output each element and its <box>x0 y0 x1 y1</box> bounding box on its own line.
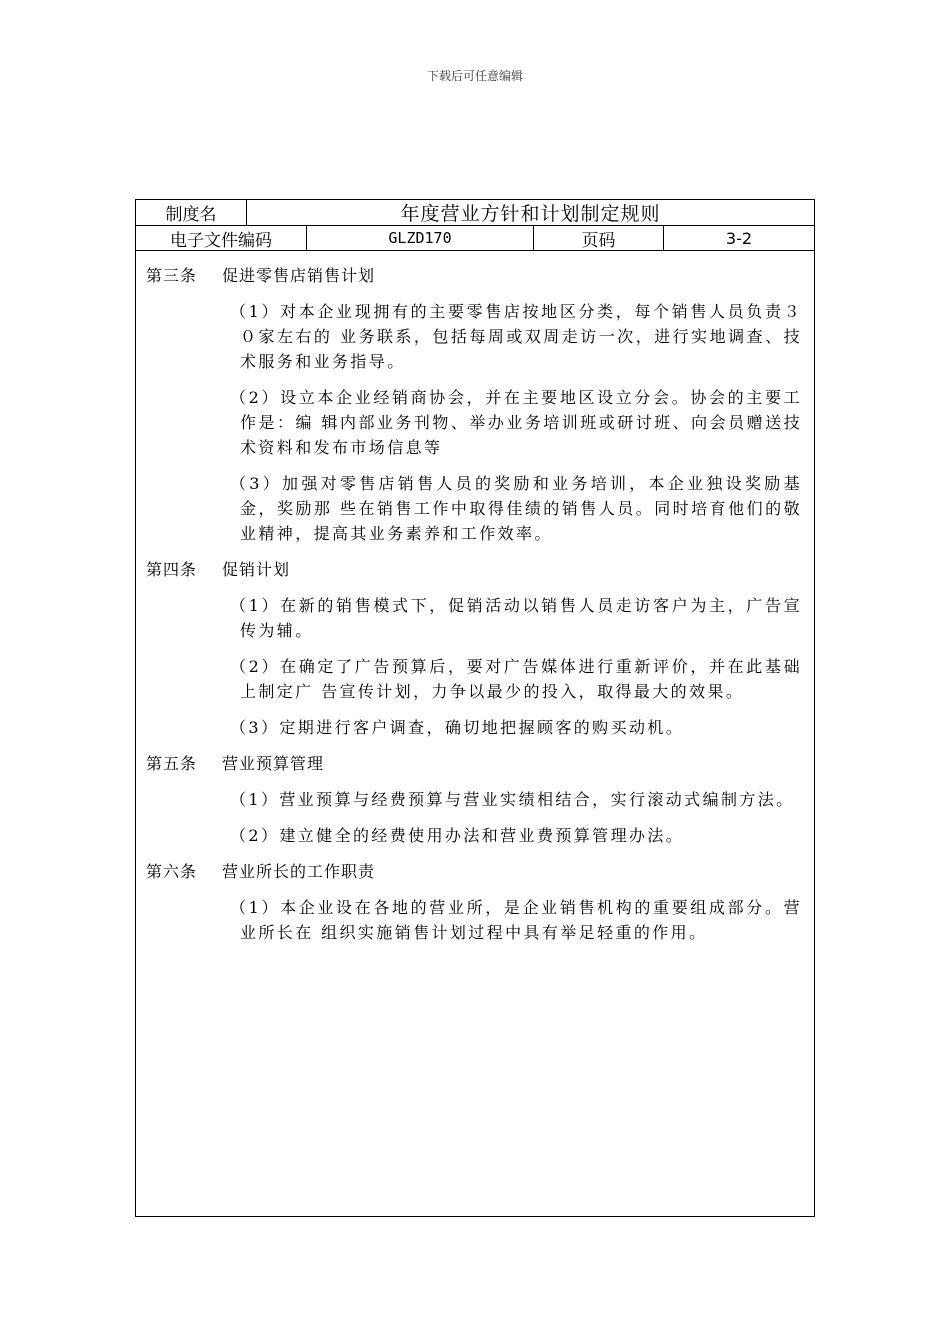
article-number: 第四条 <box>146 560 198 579</box>
article-title: 促销计划 <box>222 560 291 579</box>
article-item: （2）设立本企业经销商协会，并在主要地区设立分会。协会的主要工作是：编 辑内部业务刊物、举办业务培训班或研讨班、向会员赠送技术资料和发布市场信息等 <box>230 388 802 457</box>
page-number-value: 3-2 <box>663 226 814 250</box>
file-code-value: GLZD170 <box>306 226 533 250</box>
page-header-note: 下载后可任意编辑 <box>426 69 523 83</box>
title-row <box>136 200 814 226</box>
file-code-label: 电子文件编码 <box>170 230 272 251</box>
article-title: 营业所长的工作职责 <box>222 862 376 881</box>
article-heading <box>146 557 802 582</box>
article-title: 营业预算管理 <box>222 754 325 773</box>
article-heading <box>146 859 802 884</box>
article-item: （2）在确定了广告预算后，要对广告媒体进行重新评价，并在此基础上制定广 告宣传计划，力争以最少的投入，取得最大的效果。 <box>230 657 802 701</box>
regulation-document <box>135 199 815 1217</box>
article-item: （3）定期进行客户调查，确切地把握顾客的购买动机。 <box>230 718 685 737</box>
article-item: （1）在新的销售模式下，促销活动以销售人员走访客户为主，广告宣传为辅。 <box>230 596 802 640</box>
article-number: 第五条 <box>146 754 198 773</box>
page-number-label: 页码 <box>533 226 663 250</box>
article-heading <box>146 263 802 288</box>
article-title: 促进零售店销售计划 <box>222 266 376 285</box>
article-number: 第三条 <box>146 266 198 285</box>
regulation-name-value: 年度营业方针和计划制定规则 <box>246 200 814 225</box>
article-number: 第六条 <box>146 862 198 881</box>
article-item: （3）加强对零售店销售人员的奖励和业务培训，本企业独设奖励基金，奖励那 些在销售工作中取得佳绩的销售人员。同时培育他们的敬业精神，提高其业务素养和工作效率。 <box>230 474 802 543</box>
article-item: （1）本企业设在各地的营业所，是企业销售机构的重要组成部分。营业所长在 组织实施销售计划过程中具有举足轻重的作用。 <box>230 898 802 942</box>
article-item: （1）营业预算与经费预算与营业实绩相结合，实行滚动式编制方法。 <box>230 790 795 809</box>
article-item: （2）建立健全的经费使用办法和营业费预算管理办法。 <box>230 826 685 845</box>
article-heading <box>146 751 802 776</box>
meta-row <box>136 226 814 251</box>
regulation-body <box>136 251 814 956</box>
article-item: （1）对本企业现拥有的主要零售店按地区分类，每个销售人员负责３０家左右的 业务联系，包括每周或双周走访一次，进行实地调查、技术服务和业务指导。 <box>230 302 802 371</box>
regulation-name-label: 制度名 <box>165 205 217 225</box>
